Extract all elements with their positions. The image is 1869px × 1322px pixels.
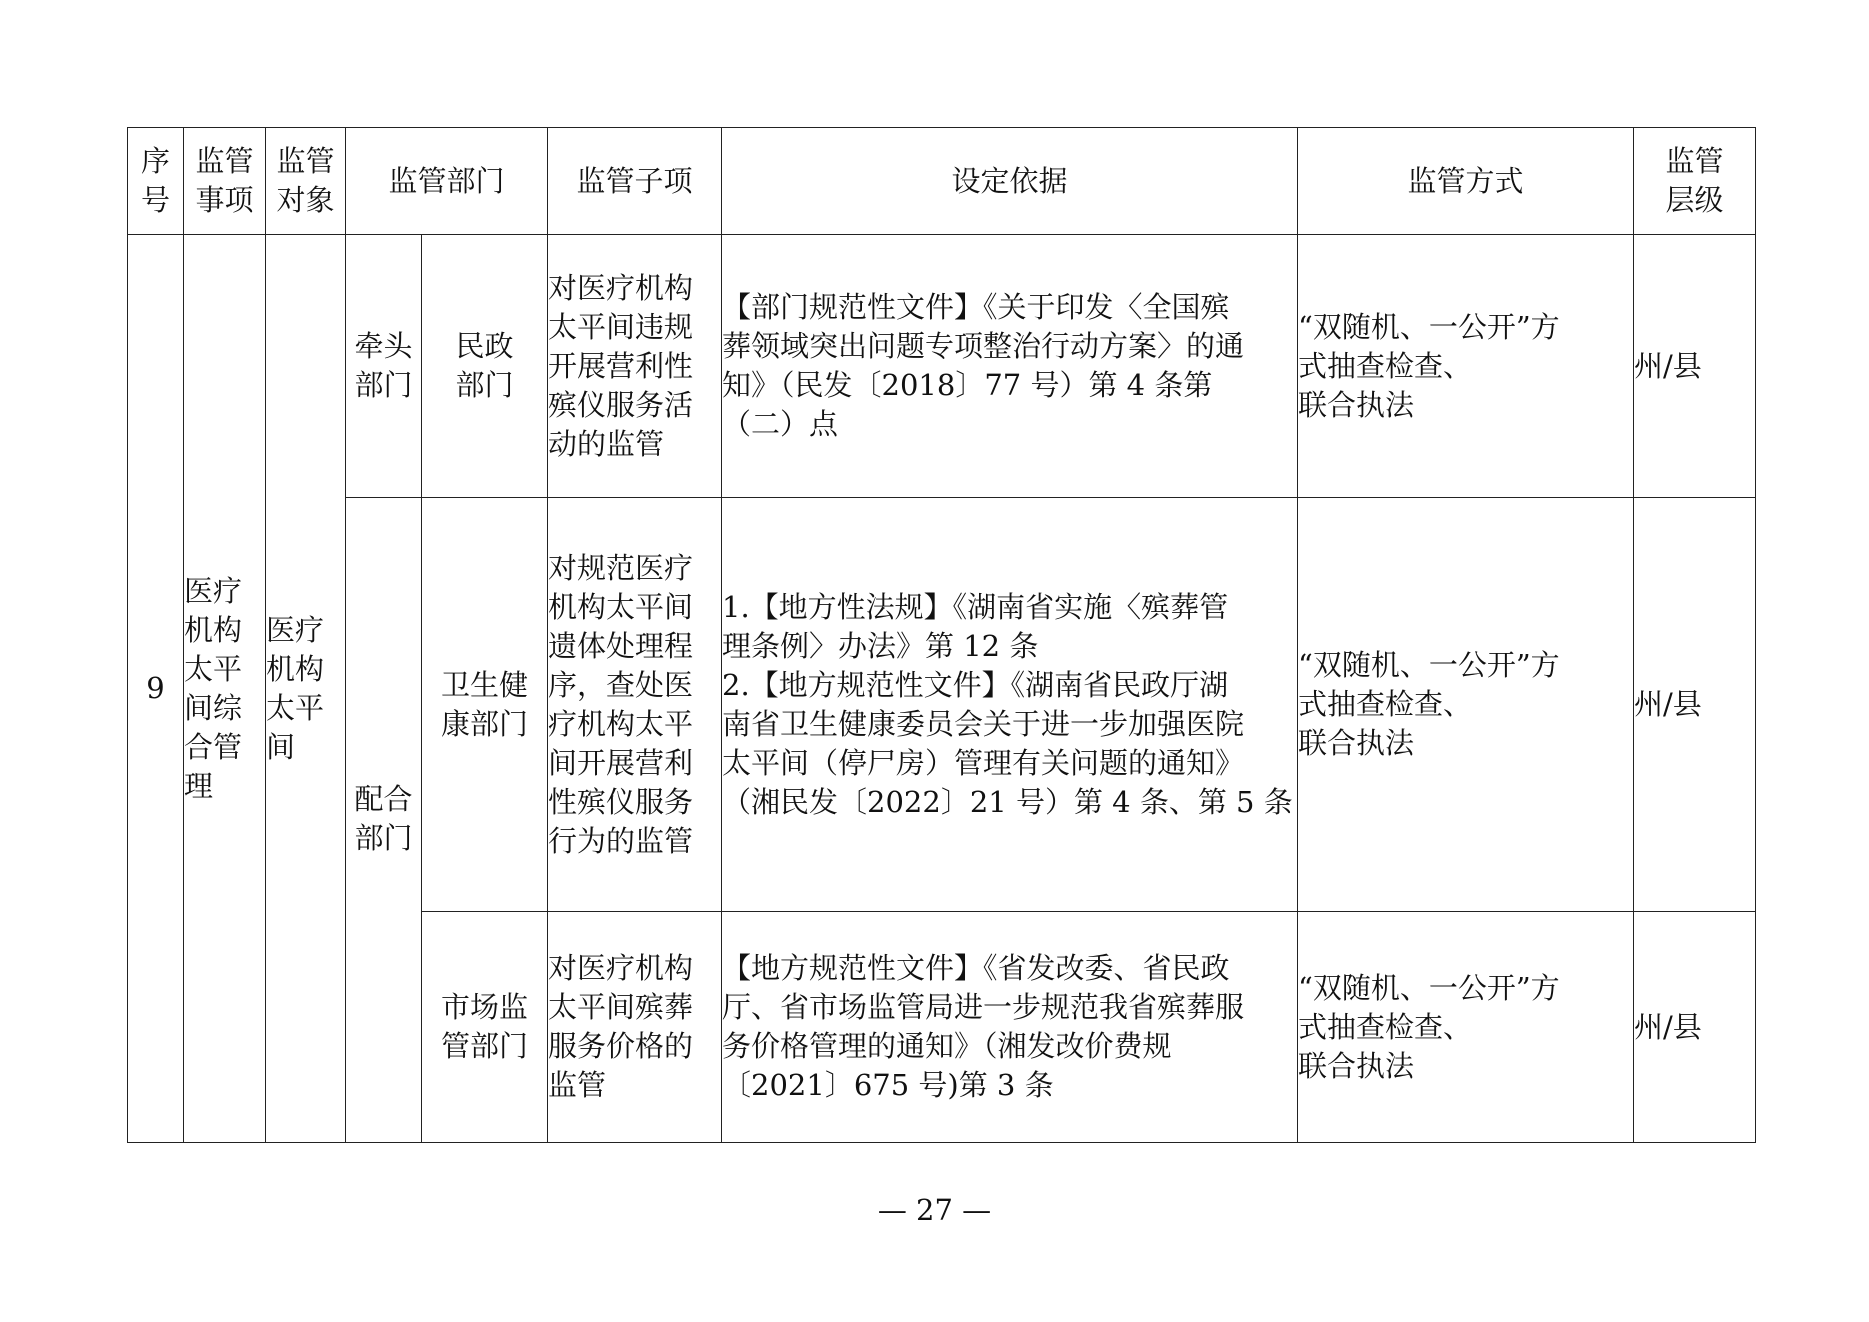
- seq-cell: 9: [128, 235, 184, 1143]
- level-cell: 州/县: [1634, 912, 1756, 1143]
- sub-item-cell: 对医疗机构 太平间殡葬 服务价格的 监管: [548, 912, 722, 1143]
- level-cell: 州/县: [1634, 498, 1756, 912]
- table-row: [128, 235, 1756, 498]
- coop-role-cell: 配合 部门: [346, 498, 422, 1143]
- department-cell: 卫生健 康部门: [422, 498, 548, 912]
- header-seq: 序 号: [128, 128, 184, 235]
- basis-cell: 【部门规范性文件】《关于印发〈全国殡 葬领域突出问题专项整治行动方案〉的通 知》（民发〔2018〕77 号）第 4 条第 （二）点: [722, 235, 1298, 498]
- page-number: — 27 —: [877, 1193, 992, 1227]
- method-cell: “双随机、一公开”方 式抽查检查、 联合执法: [1298, 912, 1634, 1143]
- header-object: 监管 对象: [266, 128, 346, 235]
- lead-role-cell: 牵头 部门: [346, 235, 422, 498]
- header-row: [128, 128, 1756, 235]
- basis-cell: 1.【地方性法规】《湖南省实施〈殡葬管 理条例〉办法》第 12 条 2.【地方规范性文件】《湖南省民政厅湖 南省卫生健康委员会关于进一步加强医院 太平间（停尸房）管理有关问题的通知》 （湘民发〔2022〕21 号）第 4 条、第 5 条: [722, 498, 1298, 912]
- level-cell: 州/县: [1634, 235, 1756, 498]
- header-department: 监管部门: [346, 128, 548, 235]
- object-cell: 医疗 机构 太平 间: [266, 235, 346, 1143]
- table-row: [128, 498, 1756, 912]
- header-sub-item: 监管子项: [548, 128, 722, 235]
- department-cell: 民政 部门: [422, 235, 548, 498]
- header-item: 监管 事项: [184, 128, 266, 235]
- header-method: 监管方式: [1298, 128, 1634, 235]
- item-cell: 医疗 机构 太平 间综 合管 理: [184, 235, 266, 1143]
- sub-item-cell: 对医疗机构 太平间违规 开展营利性 殡仪服务活 动的监管: [548, 235, 722, 498]
- method-cell: “双随机、一公开”方 式抽查检查、 联合执法: [1298, 498, 1634, 912]
- header-level: 监管 层级: [1634, 128, 1756, 235]
- regulation-table: [127, 127, 1756, 1143]
- header-basis: 设定依据: [722, 128, 1298, 235]
- method-cell: “双随机、一公开”方 式抽查检查、 联合执法: [1298, 235, 1634, 498]
- department-cell: 市场监 管部门: [422, 912, 548, 1143]
- basis-cell: 【地方规范性文件】《省发改委、省民政 厅、省市场监管局进一步规范我省殡葬服 务价格管理的通知》（湘发改价费规 〔2021〕675 号)第 3 条: [722, 912, 1298, 1143]
- sub-item-cell: 对规范医疗 机构太平间 遗体处理程 序，查处医 疗机构太平 间开展营利 性殡仪服务 行为的监管: [548, 498, 722, 912]
